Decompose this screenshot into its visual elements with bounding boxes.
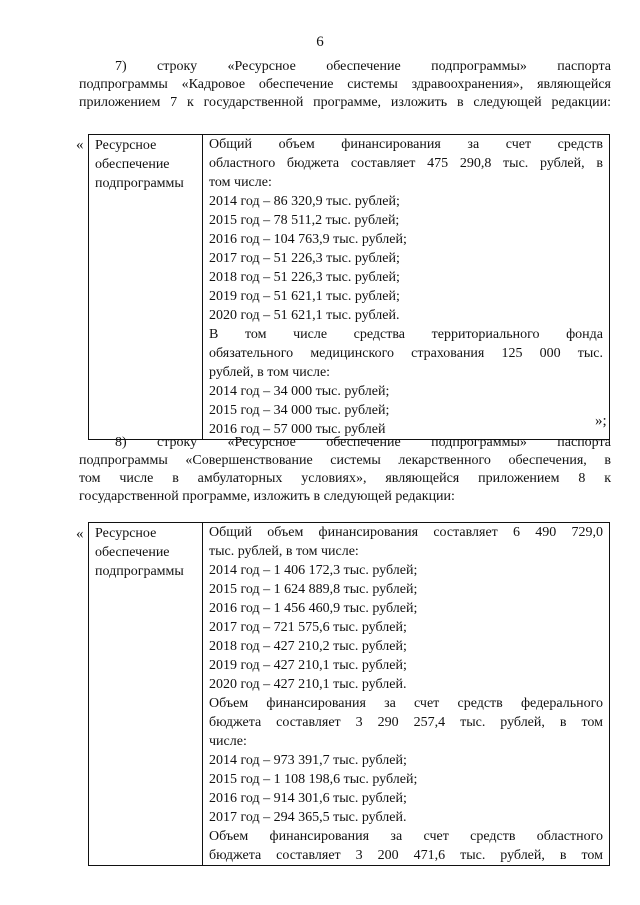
- value-line: 2016 год – 57 000 тыс. рублей: [209, 422, 386, 437]
- opening-quote: «: [76, 526, 84, 542]
- value-line: Общий объем финансирования за счет средств: [209, 137, 603, 152]
- closing-quote: »;: [595, 413, 607, 429]
- value-line: 2020 год – 427 210,1 тыс. рублей.: [209, 677, 407, 692]
- table-value-cell: [203, 523, 610, 866]
- value-line: 2019 год – 51 621,1 тыс. рублей;: [209, 289, 400, 304]
- value-line: рублей, в том числе:: [209, 365, 331, 380]
- value-line: 2016 год – 1 456 460,9 тыс. рублей;: [209, 601, 418, 616]
- value-line: том числе:: [209, 175, 272, 190]
- opening-quote: «: [76, 137, 84, 153]
- value-line: 2019 год – 427 210,1 тыс. рублей;: [209, 658, 407, 673]
- value-line: 2015 год – 1 624 889,8 тыс. рублей;: [209, 582, 418, 597]
- label-line: обеспечение: [95, 545, 170, 560]
- value-line: Объем финансирования за счет средств федерального: [209, 696, 603, 711]
- value-line: бюджета составляет 3 290 257,4 тыс. рублей, в том: [209, 715, 603, 730]
- value-line: В том числе средства территориального фонда: [209, 327, 603, 342]
- value-line: 2015 год – 78 511,2 тыс. рублей;: [209, 213, 400, 228]
- value-line: обязательного медицинского страхования 125 000 тыс.: [209, 346, 603, 361]
- value-line: 2015 год – 34 000 тыс. рублей;: [209, 403, 390, 418]
- value-line: 2014 год – 1 406 172,3 тыс. рублей;: [209, 563, 418, 578]
- paragraph-line: 7) строку «Ресурсное обеспечение подпрограммы» паспорта: [115, 59, 611, 74]
- table-value-cell: [203, 135, 610, 440]
- paragraph-line: государственной программе, изложить в следующей редакции:: [79, 489, 455, 504]
- value-line: бюджета составляет 3 200 471,6 тыс. рублей, в том: [209, 848, 603, 863]
- value-line: 2017 год – 294 365,5 тыс. рублей.: [209, 810, 407, 825]
- value-line: 2016 год – 104 763,9 тыс. рублей;: [209, 232, 407, 247]
- paragraph-line: подпрограммы «Совершенствование системы лекарственного обеспечения, в: [79, 453, 611, 468]
- table-label-cell: [89, 135, 203, 440]
- item-7-paragraph: [79, 58, 611, 112]
- value-line: 2014 год – 86 320,9 тыс. рублей;: [209, 194, 400, 209]
- label-line: обеспечение: [95, 157, 170, 172]
- value-line: Общий объем финансирования составляет 6 490 729,0: [209, 525, 603, 540]
- value-line: 2017 год – 721 575,6 тыс. рублей;: [209, 620, 407, 635]
- paragraph-line: подпрограммы «Кадровое обеспечение системы здравоохранения», являющейся: [79, 77, 611, 92]
- value-line: Объем финансирования за счет средств областного: [209, 829, 603, 844]
- value-line: 2016 год – 914 301,6 тыс. рублей;: [209, 791, 407, 806]
- label-line: подпрограммы: [95, 564, 184, 579]
- value-line: числе:: [209, 734, 247, 749]
- item-8-paragraph: [79, 434, 611, 506]
- value-line: 2018 год – 427 210,2 тыс. рублей;: [209, 639, 407, 654]
- value-line: 2015 год – 1 108 198,6 тыс. рублей;: [209, 772, 418, 787]
- value-line: 2014 год – 973 391,7 тыс. рублей;: [209, 753, 407, 768]
- value-line: областного бюджета составляет 475 290,8 тыс. рублей, в: [209, 156, 603, 171]
- resource-table-8: [88, 522, 610, 866]
- value-line: 2014 год – 34 000 тыс. рублей;: [209, 384, 390, 399]
- paragraph-line: приложением 7 к государственной программе, изложить в следующей редакции:: [79, 95, 611, 110]
- paragraph-line: том числе в амбулаторных условиях», являющейся приложением 8 к: [79, 471, 611, 486]
- paragraph-line: 8) строку «Ресурсное обеспечение подпрограммы» паспорта: [115, 435, 611, 450]
- table-label-cell: [89, 523, 203, 866]
- value-line: 2020 год – 51 621,1 тыс. рублей.: [209, 308, 400, 323]
- value-line: 2018 год – 51 226,3 тыс. рублей;: [209, 270, 400, 285]
- value-line: 2017 год – 51 226,3 тыс. рублей;: [209, 251, 400, 266]
- label-line: Ресурсное: [95, 138, 157, 153]
- label-line: Ресурсное: [95, 526, 157, 541]
- resource-table-7: [88, 134, 610, 440]
- page-number: 6: [316, 34, 324, 50]
- value-line: тыс. рублей, в том числе:: [209, 544, 359, 559]
- label-line: подпрограммы: [95, 176, 184, 191]
